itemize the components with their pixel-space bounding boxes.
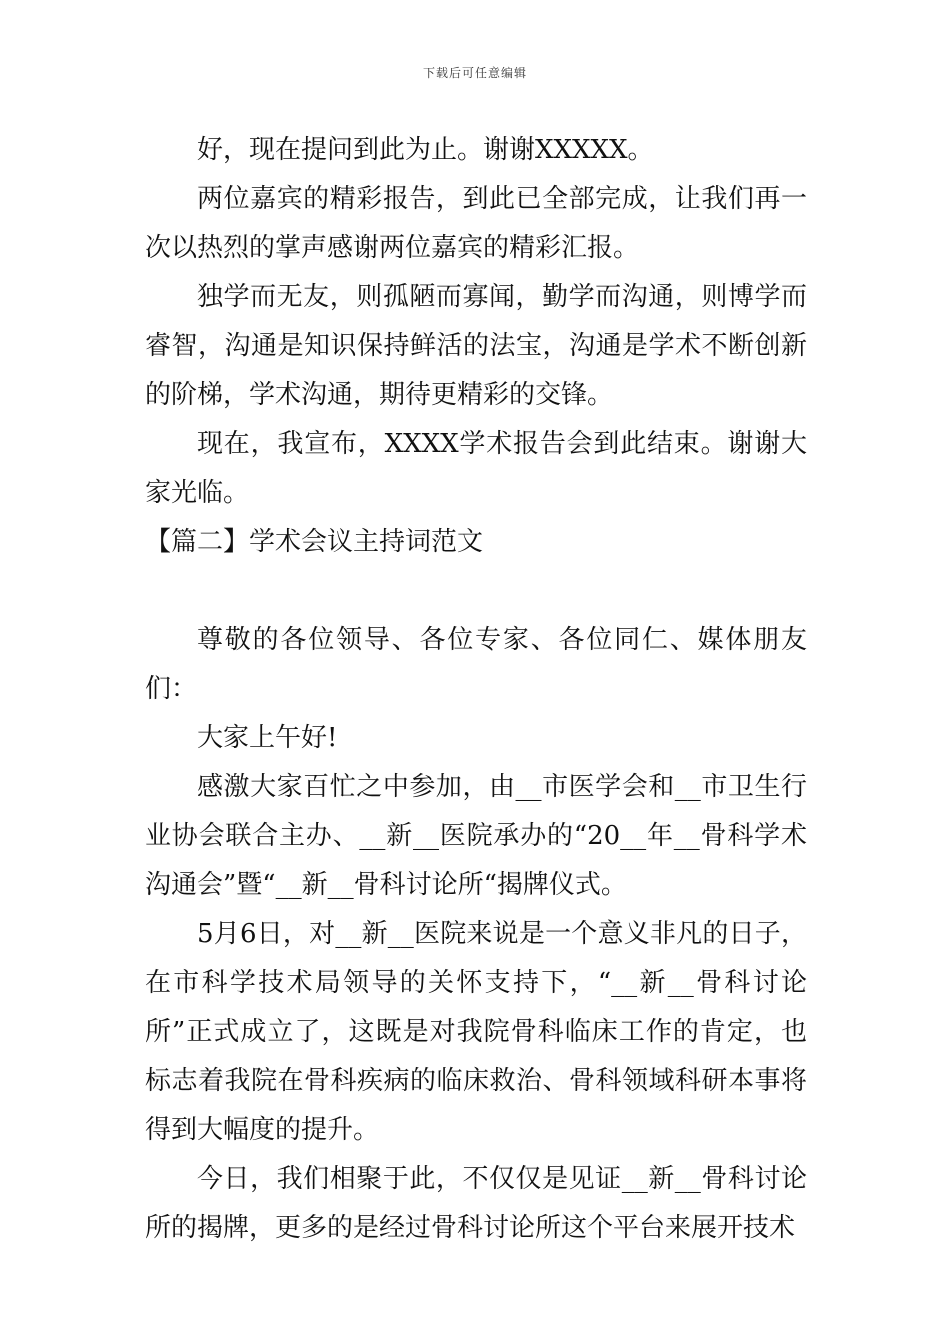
paragraph: 尊敬的各位领导、各位专家、各位同仁、媒体朋友们： (145, 625, 807, 704)
paragraph: 感激大家百忙之中参加，由__市医学会和__市卫生行业协会联合主办、__新__医院承办的“20__年__骨科学术沟通会”暨“__新__骨科讨论所“揭牌仪式。 (145, 772, 807, 900)
paragraph: 现在，我宣布，XXXX学术报告会到此结束。谢谢大家光临。 (145, 429, 807, 508)
paragraph: 好，现在提问到此为止。谢谢XXXXX。 (197, 135, 654, 165)
paragraph: 独学而无友，则孤陋而寡闻，勤学而沟通，则博学而睿智，沟通是知识保持鲜活的法宝，沟通是学术不断创新的阶梯，学术沟通，期待更精彩的交锋。 (145, 282, 807, 410)
paragraph: 5月6日，对__新__医院来说是一个意义非凡的日子，在市科学技术局领导的关怀支持下，“__新__骨科讨论所”正式成立了，这既是对我院骨科临床工作的肯定，也标志着我院在骨科疾病的临床救治、骨科领域科研本事将得到大幅度的提升。 (145, 919, 807, 1145)
page-header-note: 下载后可任意编辑 (422, 66, 527, 80)
section-heading: 【篇二】学术会议主持词范文 (145, 527, 484, 557)
blank-line (145, 567, 807, 616)
document-body (145, 126, 807, 1253)
paragraph: 两位嘉宾的精彩报告，到此已全部完成，让我们再一次以热烈的掌声感谢两位嘉宾的精彩汇报。 (145, 184, 807, 263)
paragraph: 今日，我们相聚于此，不仅仅是见证__新__骨科讨论所的揭牌，更多的是经过骨科讨论所这个平台来展开技术 (145, 1164, 807, 1243)
paragraph: 大家上午好! (197, 723, 338, 753)
